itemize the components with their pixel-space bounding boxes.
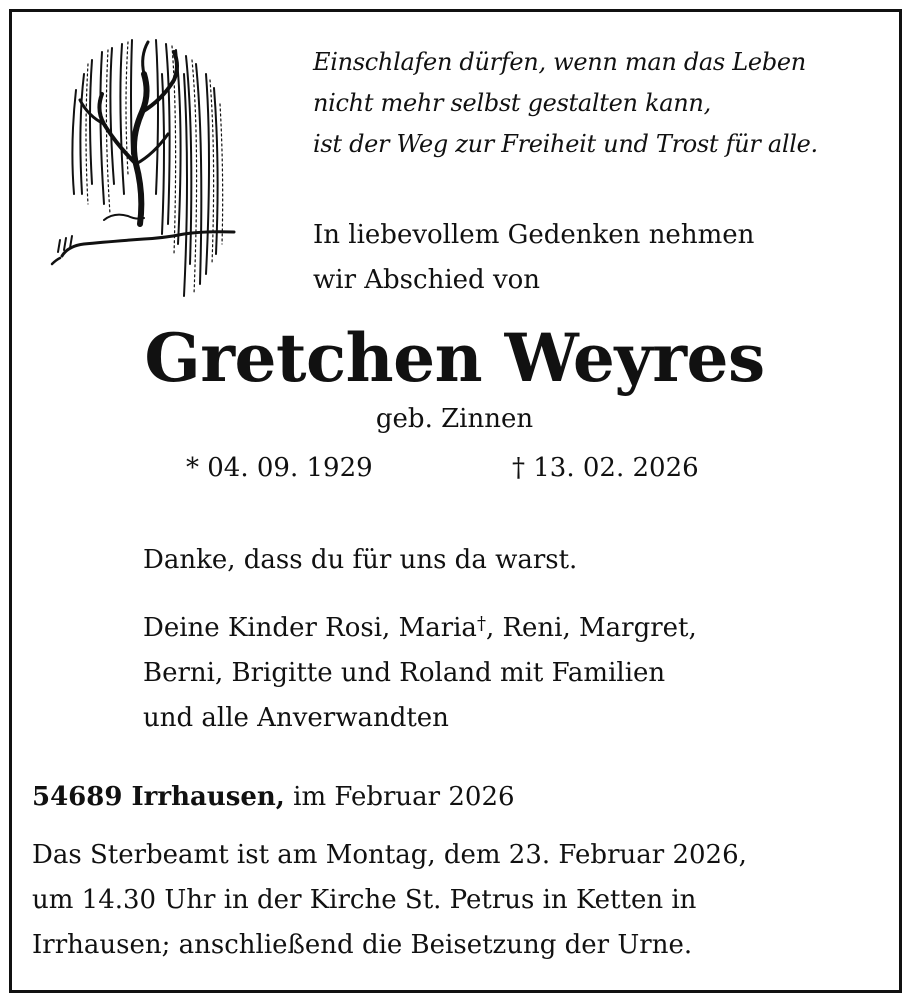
- intro-text: [313, 213, 754, 303]
- birth-date: [186, 448, 373, 488]
- service-line: Das Sterbeamt ist am Montag, dem 23. Februar 2026,: [32, 840, 747, 870]
- place-date: [32, 777, 515, 817]
- birth-symbol: *: [186, 453, 199, 483]
- family-line-part: Deine Kinder Rosi, Maria: [143, 613, 477, 643]
- birth-name: geb. Zinnen: [375, 404, 534, 434]
- family-line: Berni, Brigitte und Roland mit Familien: [143, 658, 666, 688]
- weeping-willow-icon: [44, 34, 240, 304]
- service-line: um 14.30 Uhr in der Kirche St. Petrus in Ketten in: [32, 885, 697, 915]
- poem: [313, 42, 818, 165]
- intro-line: wir Abschied von: [313, 265, 541, 295]
- family-signature: [143, 601, 697, 741]
- place-city: 54689 Irrhausen,: [32, 782, 285, 812]
- death-date: [512, 448, 699, 488]
- place-date-text: im Februar 2026: [293, 782, 515, 812]
- poem-line: nicht mehr selbst gestalten kann,: [313, 89, 711, 117]
- death-date-value: 13. 02. 2026: [533, 453, 699, 483]
- deceased-name: Gretchen Weyres: [144, 319, 765, 397]
- service-info: [32, 833, 747, 968]
- death-symbol: †: [512, 453, 525, 483]
- poem-line: ist der Weg zur Freiheit und Trost für alle.: [313, 130, 818, 158]
- service-line: Irrhausen; anschließend die Beisetzung der Urne.: [32, 930, 693, 960]
- family-line: und alle Anverwandten: [143, 703, 449, 733]
- birth-date-value: 04. 09. 1929: [207, 453, 373, 483]
- family-line-part: , Reni, Margret,: [485, 613, 697, 643]
- thanks-text: Danke, dass du für uns da warst.: [143, 545, 578, 575]
- poem-line: Einschlafen dürfen, wenn man das Leben: [313, 48, 806, 76]
- family-line: [143, 601, 697, 651]
- intro-line: In liebevollem Gedenken nehmen: [313, 220, 755, 250]
- dagger-icon: †: [476, 613, 486, 634]
